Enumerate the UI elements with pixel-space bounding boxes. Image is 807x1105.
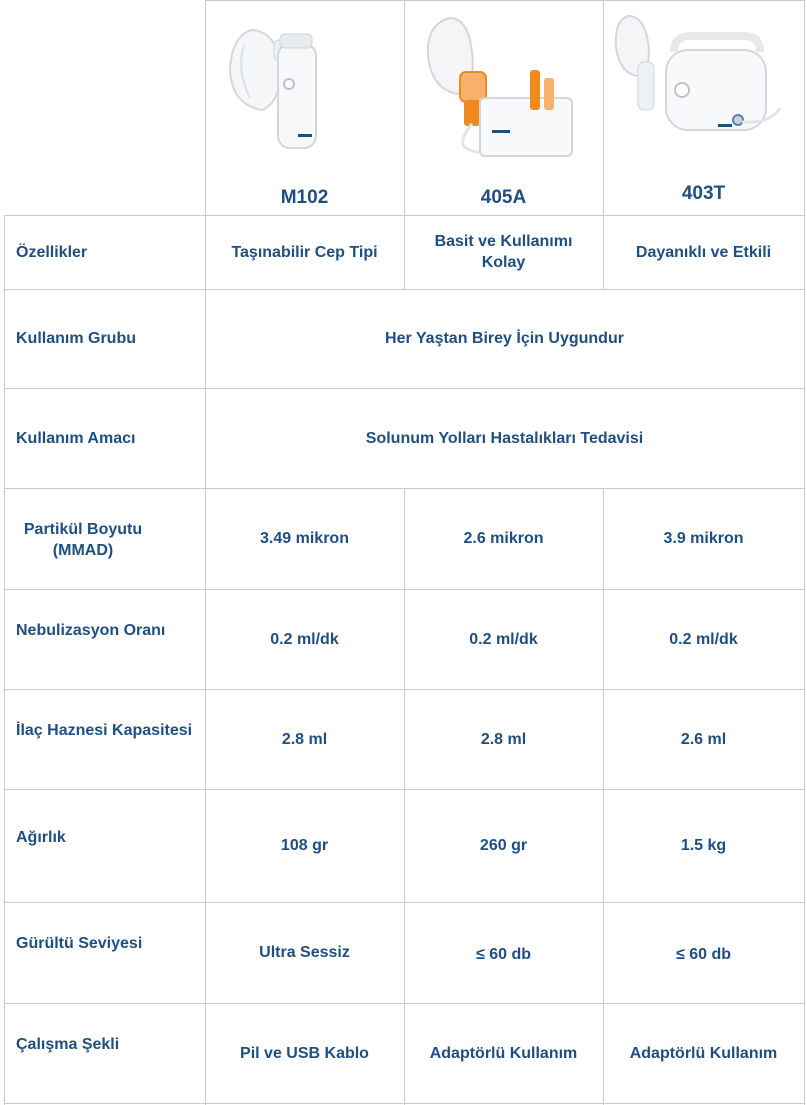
- row-label-ozellikler: Özellikler: [16, 243, 88, 261]
- product-image-403t: [610, 12, 790, 142]
- cell-ilac-m102: 2.8 ml: [281, 730, 328, 748]
- row-label-kullanim-grubu: Kullanım Grubu: [16, 330, 136, 347]
- cell-partikul-405a: 2.6 mikron: [463, 530, 544, 547]
- row-label-agirlik: Ağırlık: [16, 828, 66, 846]
- grid-line: [404, 215, 405, 289]
- cell-partikul-403t: 3.9 mikron: [663, 530, 744, 547]
- cell-calisma-403t: Adaptörlü Kullanım: [629, 1044, 778, 1062]
- cell-kullanim-amaci: Solunum Yolları Hastalıkları Tedavisi: [365, 429, 644, 447]
- cell-gurultu-405a: ≤ 60 db: [475, 946, 531, 963]
- cell-ozellikler-405a: Basit ve Kullanımı Kolay: [434, 233, 573, 271]
- model-name-m102: M102: [280, 186, 329, 208]
- cell-partikul-m102: 3.49 mikron: [260, 530, 349, 547]
- cell-calisma-m102: Pil ve USB Kablo: [240, 1044, 369, 1062]
- cell-agirlik-405a: 260 gr: [479, 837, 528, 854]
- cell-agirlik-m102: 108 gr: [280, 837, 329, 854]
- cell-ozellikler-403t: Dayanıklı ve Etkili: [635, 243, 772, 261]
- grid-line: [4, 1103, 805, 1104]
- cell-gurultu-m102: Ultra Sessiz: [259, 944, 350, 961]
- row-label-calisma: Çalışma Şekli: [16, 1035, 120, 1053]
- row-label-partikul: Partikül Boyutu (MMAD): [23, 521, 143, 559]
- row-label-kullanim-amaci: Kullanım Amacı: [16, 429, 136, 447]
- cell-agirlik-403t: 1.5 kg: [680, 837, 727, 854]
- model-name-403t: 403T: [681, 182, 726, 204]
- cell-ilac-405a: 2.8 ml: [480, 730, 527, 748]
- product-image-m102: [222, 10, 334, 150]
- cell-kullanim-grubu: Her Yaştan Birey İçin Uygundur: [385, 330, 624, 347]
- row-label-nebulizasyon: Nebulizasyon Oranı: [16, 621, 166, 639]
- model-name-405a: 405A: [480, 186, 527, 208]
- cell-nebulizasyon-403t: 0.2 ml/dk: [669, 630, 738, 648]
- row-label-gurultu: Gürültü Seviyesi: [16, 934, 143, 952]
- row-label-ilac: İlaç Haznesi Kapasitesi: [16, 721, 193, 739]
- cell-ozellikler-m102: Taşınabilir Cep Tipi: [231, 243, 378, 261]
- grid-line: [804, 0, 805, 1105]
- cell-gurultu-403t: ≤ 60 db: [675, 946, 731, 963]
- cell-nebulizasyon-405a: 0.2 ml/dk: [469, 630, 538, 648]
- cell-nebulizasyon-m102: 0.2 ml/dk: [270, 630, 339, 648]
- cell-ilac-403t: 2.6 ml: [680, 730, 727, 748]
- product-image-405a: [420, 12, 584, 162]
- grid-line: [205, 0, 805, 1]
- cell-calisma-405a: Adaptörlü Kullanım: [429, 1044, 578, 1062]
